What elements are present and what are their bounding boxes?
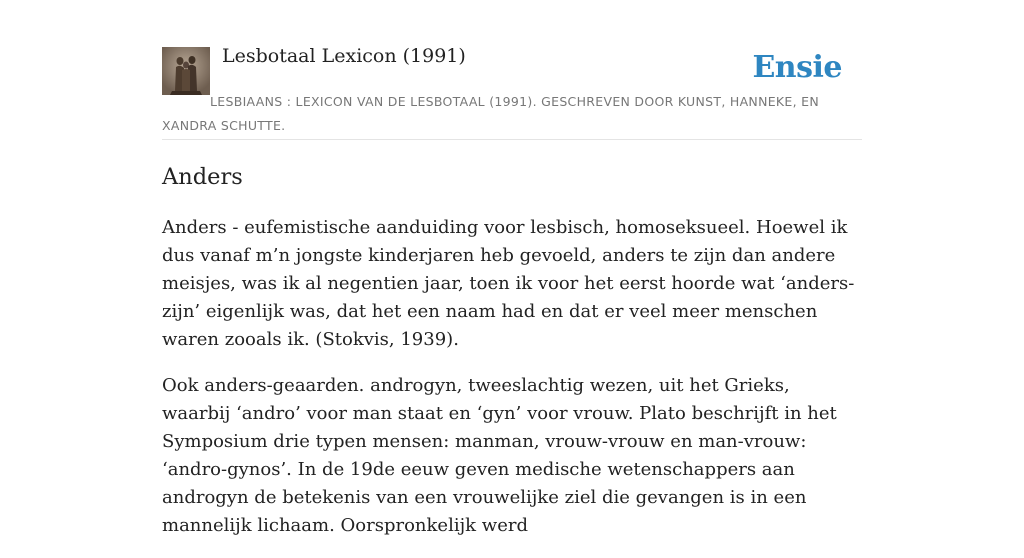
entry-definition — [162, 214, 862, 540]
content-column — [162, 0, 862, 558]
entry-headword: Anders — [162, 164, 243, 190]
ensie-logo-link[interactable]: Ensie — [752, 50, 842, 85]
statue-avatar-icon[interactable] — [162, 47, 210, 95]
lexicon-header — [162, 0, 862, 140]
definition-paragraph: Ook anders-geaarden. androgyn, tweeslachtig wezen, uit het Grieks, waarbij ‘andro’ voor man staat en ‘gyn’ voor vrouw. Plato beschrijft in het Symposium drie typen mensen: manman, vrouw-vrouw en man-vrouw: ‘andro-gynos’. In de 19de eeuw geven medische wetenschappers aan androgyn de betekenis van een vrouwelijke ziel die gevangen is in een mannelijk lichaam. Oorspronkelijk werd — [162, 375, 837, 536]
definition-paragraph: Anders - eufemistische aanduiding voor lesbisch, homoseksueel. Hoewel ik dus vanaf m’n jongste kinderjaren heb gevoeld, anders te zijn dan andere meisjes, was ik al negentien jaar, toen ik voor het eerst hoorde wat ‘anders-zijn’ eigenlijk was, dat het een naam had en dat er veel meer menschen waren zooals ik. (Stokvis, 1939). — [162, 217, 855, 350]
lexicon-subtitle: LESBIAANS : LEXICON VAN DE LESBOTAAL (1991). GESCHREVEN DOOR KUNST, HANNEKE, EN XANDRA SCHUTTE. — [162, 94, 820, 133]
lexicon-title[interactable]: Lesbotaal Lexicon (1991) — [222, 45, 466, 67]
